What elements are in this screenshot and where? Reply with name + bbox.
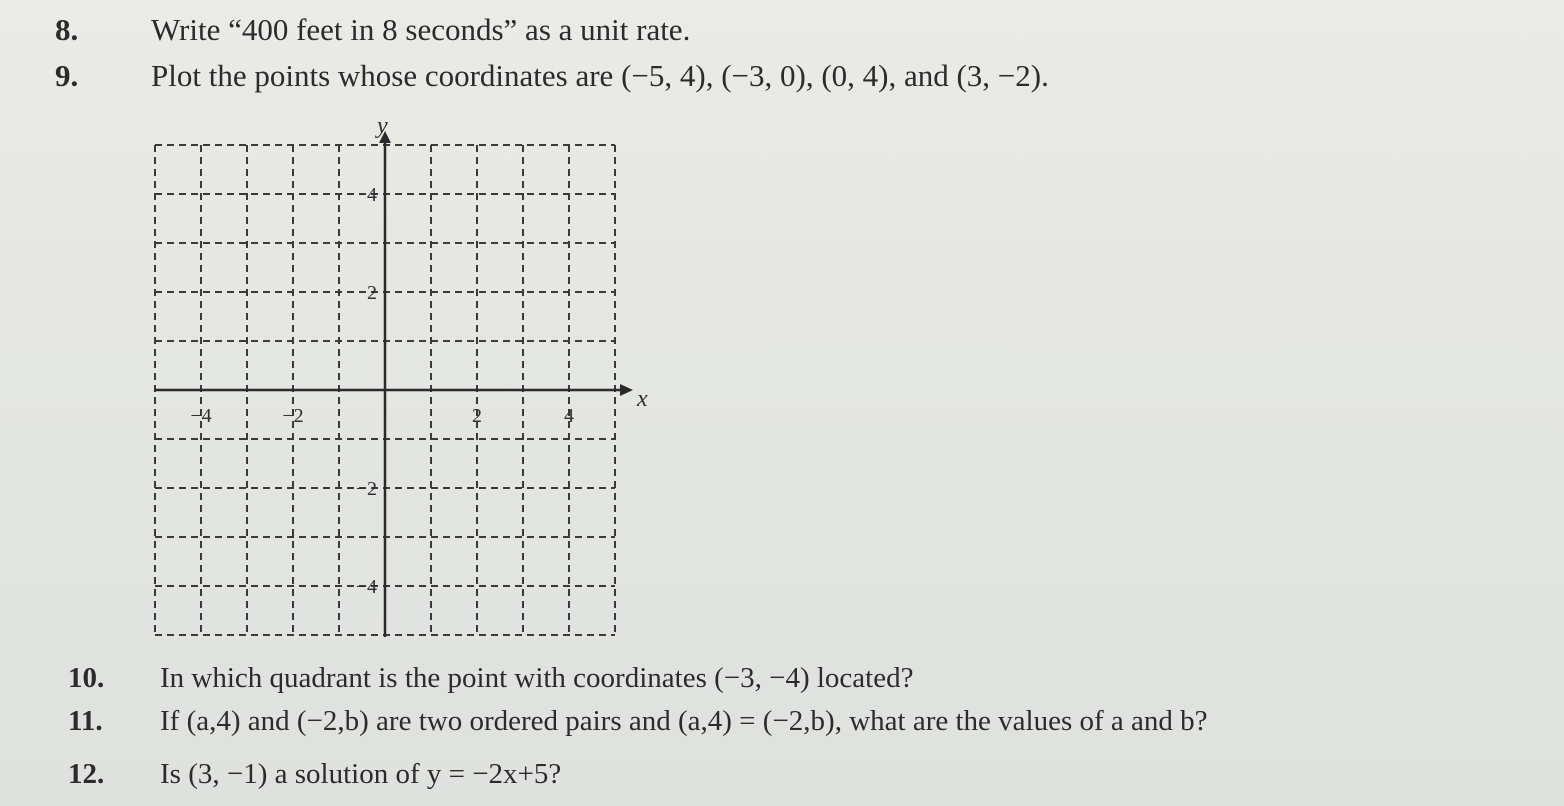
y-tick-label: 2 [367, 282, 377, 304]
x-tick-label: 4 [564, 405, 574, 427]
y-tick-label: 4 [367, 184, 377, 206]
x-axis-label: x [637, 386, 648, 412]
question-number: 8. [55, 12, 79, 47]
coordinate-grid[interactable] [130, 110, 650, 650]
question-number: 10. [68, 662, 105, 694]
axes [155, 131, 633, 637]
question-text: Is (3, −1) a solution of y = −2x+5? [160, 758, 562, 790]
question-text: Plot the points whose coordinates are (−5, 4), (−3, 0), (0, 4), and (3, −2). [151, 58, 1049, 93]
x-tick-label: −2 [282, 405, 304, 427]
y-tick-label: −4 [355, 576, 377, 598]
question-number: 11. [68, 705, 103, 737]
y-tick-label: −2 [355, 478, 377, 500]
question-text: In which quadrant is the point with coordinates (−3, −4) located? [160, 662, 914, 694]
y-axis-label: y [377, 113, 388, 139]
question-text: Write “400 feet in 8 seconds” as a unit rate. [151, 12, 691, 47]
x-axis-arrow [620, 384, 633, 396]
question-text: If (a,4) and (−2,b) are two ordered pairs and (a,4) = (−2,b), what are the values of a and b? [160, 705, 1208, 737]
question-number: 12. [68, 758, 105, 790]
x-tick-label: 2 [472, 405, 482, 427]
question-number: 9. [55, 58, 79, 93]
x-tick-label: −4 [190, 405, 212, 427]
